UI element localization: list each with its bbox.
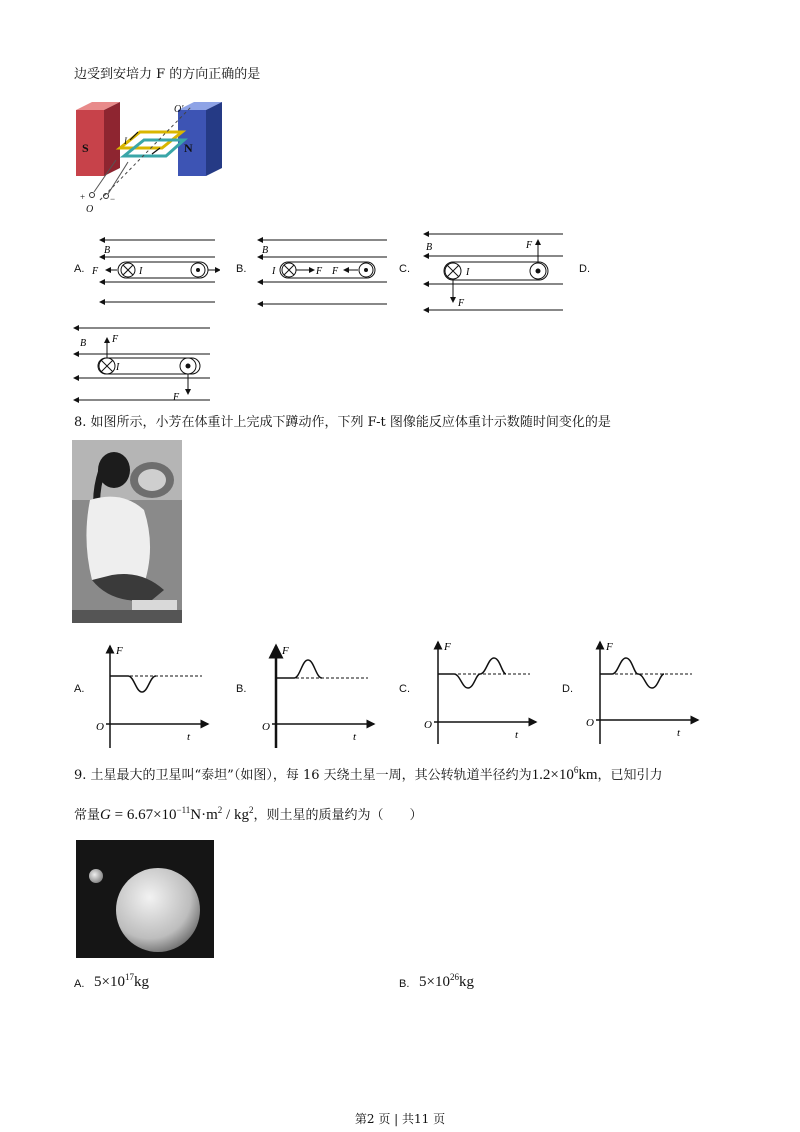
- coil-current-label: I: [124, 136, 127, 146]
- q9-option-a-value: $5\times 10^{17}kg$: [94, 972, 149, 990]
- q9-option-b-letter: B.: [399, 978, 410, 990]
- q7-option-b-diagram: [252, 232, 392, 312]
- q7-option-b-letter: B.: [236, 263, 247, 275]
- q7-option-d-diagram: [70, 322, 220, 407]
- svg-text:B: B: [426, 242, 433, 253]
- axis-o-label: O: [86, 204, 94, 215]
- terminal-minus-label: −: [110, 194, 116, 204]
- q9-stem-line-1: 9. 土星最大的卫星叫“泰坦”（如图），每 16 天绕土星一周，其公转轨道半径约为$1.2\times 10^6km$，已知引力: [74, 765, 663, 783]
- saturn-titan-photo: [76, 840, 214, 958]
- svg-text:t: t: [677, 727, 681, 739]
- svg-text:F: F: [173, 392, 180, 403]
- svg-text:I: I: [139, 266, 143, 277]
- svg-text:t: t: [515, 729, 519, 741]
- q8-option-b-letter: B.: [236, 683, 247, 695]
- q8-option-c-graph: [420, 636, 540, 748]
- svg-text:B: B: [262, 245, 269, 256]
- svg-text:F: F: [116, 645, 123, 657]
- q7-option-a-diagram: [90, 232, 220, 307]
- q9-stem-line-2: 常量$G = 6.67\times 10^{-11}N\cdot m^2 / kg^2$，则土星的质量约为（ ）: [74, 805, 423, 823]
- q7-option-d-letter: D.: [579, 263, 590, 275]
- magnet-n-label: N: [184, 141, 193, 155]
- q8-option-a-graph: [92, 640, 212, 752]
- svg-text:O: O: [96, 721, 104, 733]
- q8-option-c-letter: C.: [399, 683, 410, 695]
- svg-text:O: O: [262, 721, 270, 733]
- svg-text:I: I: [116, 362, 120, 373]
- svg-text:B: B: [104, 245, 111, 256]
- svg-text:F: F: [444, 641, 451, 653]
- svg-text:F: F: [112, 334, 119, 345]
- q8-option-b-graph: [258, 640, 378, 752]
- q9-option-a-letter: A.: [74, 978, 85, 990]
- q7-option-a-letter: A.: [74, 263, 85, 275]
- axis-o-prime-label: O': [174, 104, 184, 115]
- q9-option-b-value: $5\times 10^{26}kg$: [419, 972, 474, 990]
- squatting-girl-photo: [72, 440, 182, 623]
- q8-option-a-letter: A.: [74, 683, 85, 695]
- magnet-s-label: S: [82, 141, 89, 155]
- magnet-coil-figure: [72, 100, 232, 215]
- q8-option-d-letter: D.: [562, 683, 573, 695]
- page-footer: 第2 页 | 共11 页: [354, 1112, 446, 1126]
- svg-text:O: O: [424, 719, 432, 731]
- svg-text:t: t: [187, 731, 191, 743]
- q7-option-c-letter: C.: [399, 263, 410, 275]
- svg-text:F: F: [332, 266, 339, 277]
- svg-text:I: I: [272, 266, 276, 277]
- svg-text:t: t: [353, 731, 357, 743]
- gravitational-constant: $G = 6.67\times 10^{-11}N\cdot m^2 / kg^2$: [100, 805, 254, 823]
- svg-text:I: I: [466, 267, 470, 278]
- terminal-plus-label: +: [80, 192, 86, 202]
- q7-option-c-diagram: [418, 226, 568, 316]
- q7-stem-tail: 边受到安培力 F 的方向正确的是: [74, 67, 261, 82]
- svg-text:F: F: [606, 641, 613, 653]
- svg-text:F: F: [92, 266, 99, 277]
- orbit-radius: $1.2\times 10^6km$: [531, 765, 598, 783]
- svg-text:F: F: [526, 240, 533, 251]
- q8-stem: 8. 如图所示，小芳在体重计上完成下蹲动作，下列 F-t 图像能反应体重计示数随时间变化的是: [74, 415, 611, 430]
- svg-text:F: F: [458, 298, 465, 309]
- svg-text:B: B: [80, 338, 87, 349]
- svg-text:F: F: [316, 266, 323, 277]
- svg-text:O: O: [586, 717, 594, 729]
- svg-text:F: F: [282, 645, 289, 657]
- q8-option-d-graph: [582, 636, 702, 748]
